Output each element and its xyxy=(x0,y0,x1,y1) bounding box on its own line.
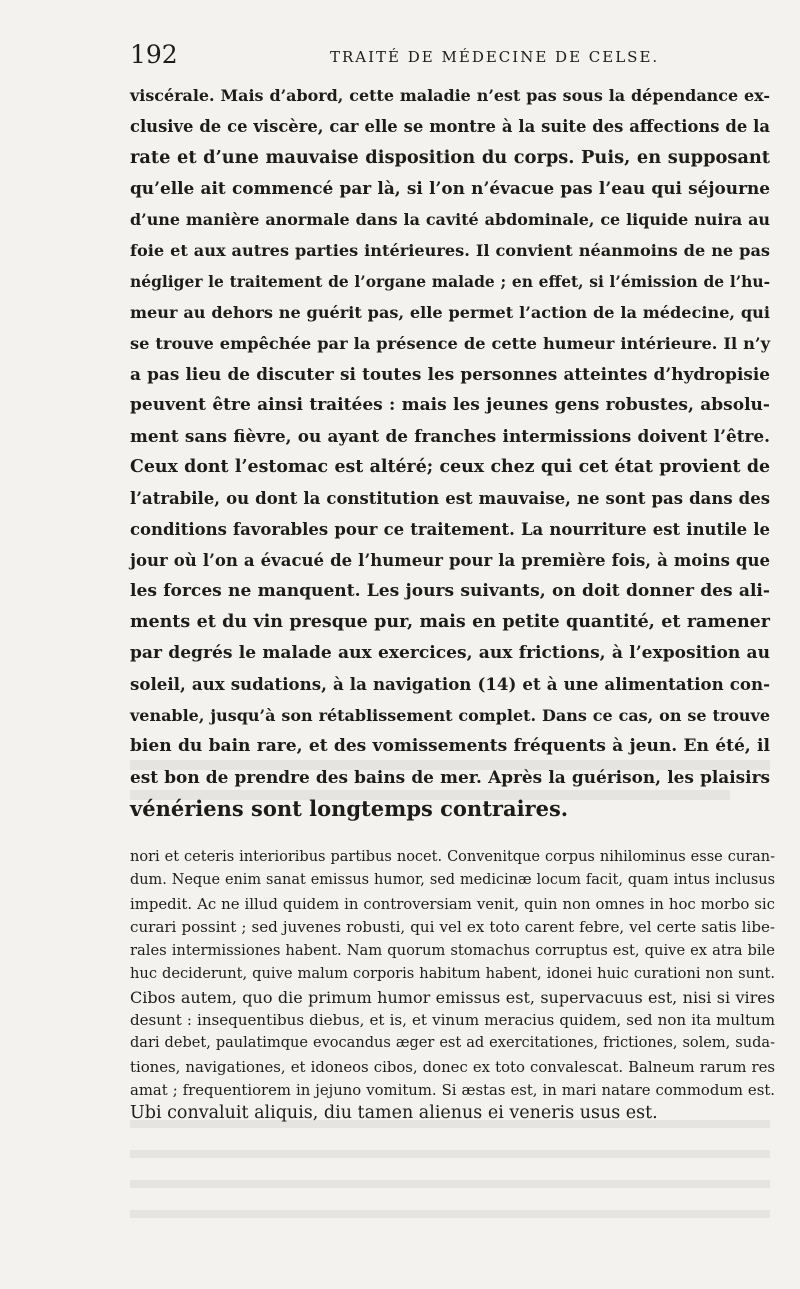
text-line: tiones, navigationes, et idoneos cibos, donec ex toto convalescat. Balneum rarum res xyxy=(130,1057,775,1076)
page-number: 192 xyxy=(130,40,178,69)
text-line: Ubi convaluit aliquis, diu tamen alienus ei veneris usus est. xyxy=(130,1103,658,1124)
text-line: desunt : insequentibus diebus, et is, et vinum meracius quidem, sed non ita multum xyxy=(130,1011,775,1030)
text-line: bien du bain rare, et des vomissements fréquents à jeun. En été, il xyxy=(130,736,770,756)
text-line: négliger le traitement de l’organe malade ; en effet, si l’émission de l’hu- xyxy=(130,272,770,291)
text-line: peuvent être ainsi traitées : mais les jeunes gens robustes, absolu- xyxy=(130,395,770,415)
text-line: dum. Neque enim sanat emissus humor, sed medicinæ locum facit, quam intus inclusus xyxy=(130,872,775,889)
text-line: qu’elle ait commencé par là, si l’on n’évacue pas l’eau qui séjourne xyxy=(130,178,770,198)
text-line: clusive de ce viscère, car elle se montre à la suite des affections de la xyxy=(130,117,770,136)
text-line: vénériens sont longtemps contraires. xyxy=(130,796,569,821)
text-line: foie et aux autres parties intérieures. Il convient néanmoins de ne pas xyxy=(130,241,770,260)
text-line: curari possint ; sed juvenes robusti, qui vel ex toto carent febre, vel certe satis libe- xyxy=(130,917,775,936)
text-line: les forces ne manquent. Les jours suivants, on doit donner des ali- xyxy=(130,581,770,601)
text-line: l’atrabile, ou dont la constitution est mauvaise, ne sont pas dans des xyxy=(130,489,770,508)
text-line: se trouve empêchée par la présence de cette humeur intérieure. Il n’y xyxy=(130,334,770,353)
french-translation xyxy=(130,80,770,824)
text-line: d’une manière anormale dans la cavité abdominale, ce liquide nuira au xyxy=(130,210,770,229)
text-line: Ceux dont l’estomac est altéré; ceux chez qui cet état provient de xyxy=(130,457,770,477)
text-line: viscérale. Mais d’abord, cette maladie n’est pas sous la dépendance ex- xyxy=(130,86,770,105)
page-header xyxy=(130,40,780,80)
text-line: rales intermissiones habent. Nam quorum stomachus corruptus est, quive ex atra bile xyxy=(130,942,775,960)
text-line: Cibos autem, quo die primum humor emissus est, supervacuus est, nisi si vires xyxy=(130,987,775,1007)
latin-original xyxy=(130,846,775,1126)
text-line: nori et ceteris interioribus partibus nocet. Convenitque corpus nihilominus esse curan- xyxy=(130,849,775,865)
text-line: par degrés le malade aux exercices, aux frictions, à l’exposition au xyxy=(130,643,770,663)
text-line: huc deciderunt, quive malum corporis habitum habent, idonei huic curationi non sunt. xyxy=(130,965,775,983)
text-line: jour où l’on a évacué de l’humeur pour la première fois, à moins que xyxy=(130,550,770,570)
text-line: conditions favorables pour ce traitement. La nourriture est inutile le xyxy=(130,520,770,539)
latin-paragraph xyxy=(130,846,775,1126)
running-title: TRAITÉ DE MÉDECINE DE CELSE. xyxy=(330,48,660,66)
text-line: soleil, aux sudations, à la navigation (14) et à une alimentation con- xyxy=(130,674,770,694)
text-line: est bon de prendre des bains de mer. Après la guérison, les plaisirs xyxy=(130,767,770,787)
text-line: amat ; frequentiorem in jejuno vomitum. Si æstas est, in mari natare commodum est. xyxy=(130,1081,775,1099)
text-line: rate et d’une mauvaise disposition du corps. Puis, en supposant xyxy=(130,147,770,168)
text-line: ments et du vin presque pur, mais en petite quantité, et ramener xyxy=(130,612,770,632)
french-paragraph xyxy=(130,80,770,824)
text-line: a pas lieu de discuter si toutes les personnes atteintes d’hydropisie xyxy=(130,364,770,384)
text-line: impedit. Ac ne illud quidem in controversiam venit, quin non omnes in hoc morbo sic xyxy=(130,894,775,913)
text-line: ment sans fièvre, ou ayant de franches intermissions doivent l’être. xyxy=(130,426,770,446)
text-line: dari debet, paulatimque evocandus æger est ad exercitationes, frictiones, solem, suda- xyxy=(130,1035,775,1052)
text-line: meur au dehors ne guérit pas, elle permet l’action de la médecine, qui xyxy=(130,303,770,322)
text-line: venable, jusqu’à son rétablissement complet. Dans ce cas, on se trouve xyxy=(130,706,770,725)
